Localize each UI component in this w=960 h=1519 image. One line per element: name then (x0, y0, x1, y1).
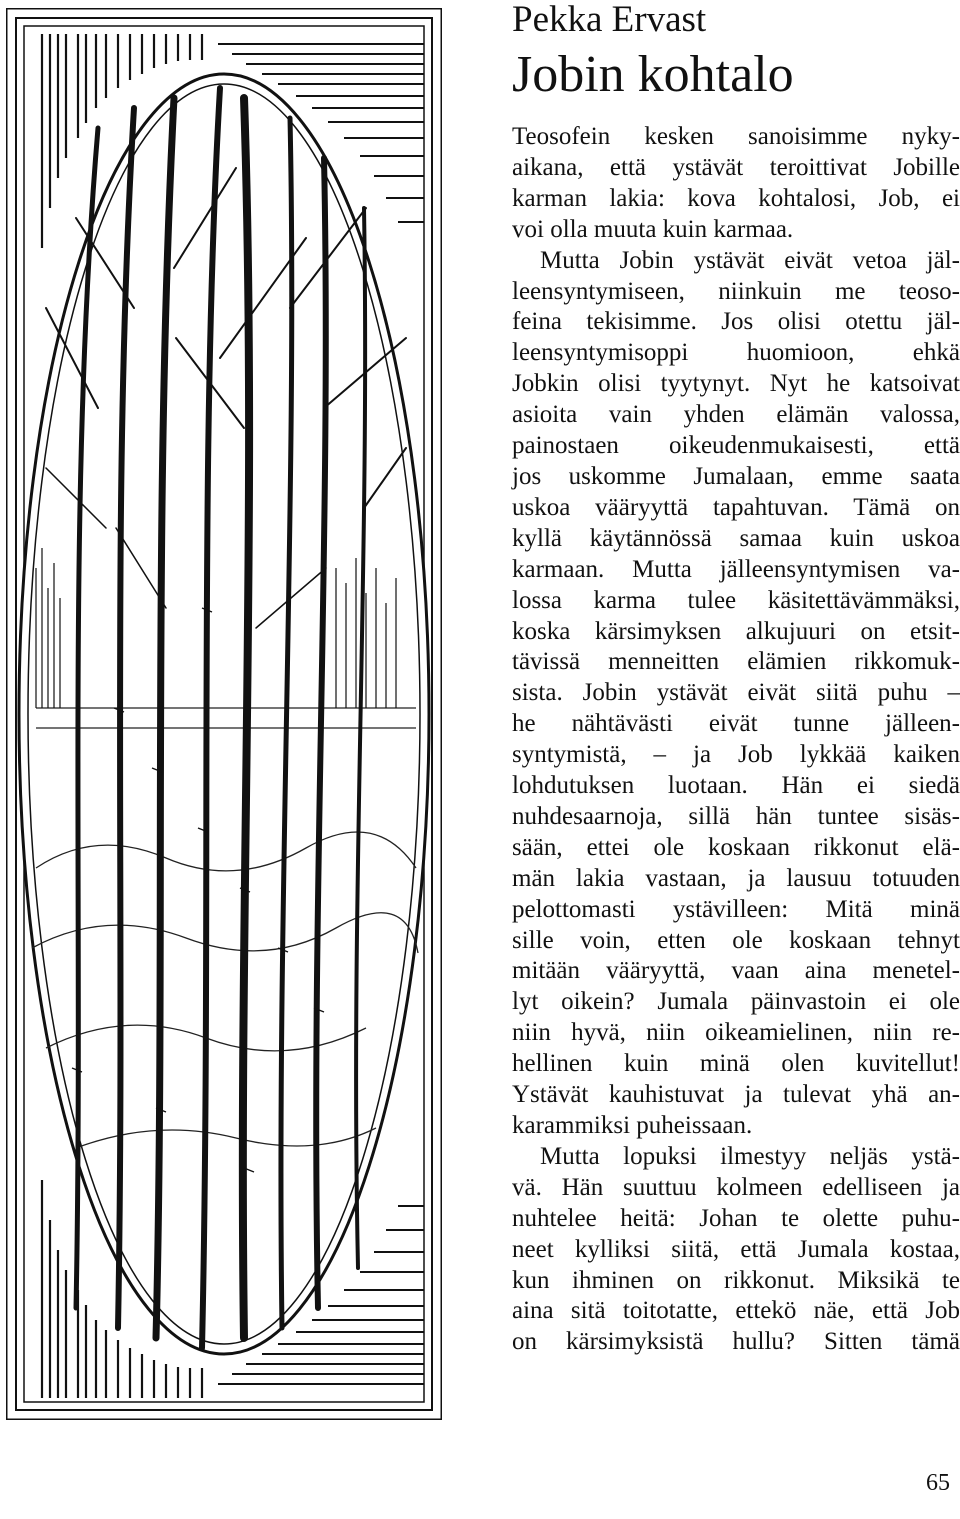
illustration-birch-trees (6, 8, 442, 1420)
body-line: feina tekisimme. Jos olisi otettu jäl- (512, 308, 960, 336)
body-line: neet kylliksi siitä, että Jumala kostaa, (512, 1235, 960, 1263)
body-line: pelottomasti ystävilleen: Mitä minä (512, 895, 960, 923)
body-line: voi olla muuta kuin karmaa. (512, 215, 794, 243)
body-line: karmaan. Mutta jälleensyntymisen va- (512, 555, 960, 583)
body-line: kyllä käytännössä samaa kuin uskoa (512, 524, 960, 552)
body-line: nuhtelee heitä: Johan te olette puhu- (512, 1204, 960, 1232)
body-line: lyt oikein? Jumala päinvastoin ei ole (512, 988, 960, 1016)
body-line: Jobkin olisi tyytynyt. Nyt he katsoivat (512, 370, 960, 398)
body-line: aikana, että ystävät teroittivat Jobille (512, 153, 960, 181)
body-line: uskoa vääryyttä tapahtuvan. Tämä on (512, 493, 960, 521)
body-line: on kärsimyksistä hullu? Sitten tämä (512, 1328, 960, 1356)
birch-forest-drawing (6, 8, 442, 1420)
body-line: Ystävät kauhistuvat ja tulevat yhä an- (512, 1081, 960, 1109)
body-line: Mutta lopuksi ilmestyy neljäs ystä- (540, 1142, 960, 1170)
body-line: mitään vääryyttä, vaan aina menetel- (512, 957, 960, 985)
body-line: Teosofein kesken sanoisimme nyky- (512, 123, 960, 150)
body-line: män lakia vastaan, ja lausuu totuuden (512, 864, 960, 892)
body-line: lohdutuksen luotaan. Hän ei siedä (512, 772, 960, 800)
body-line: hellinen kuin minä olen kuvitellut! (512, 1050, 960, 1078)
body-line: karman lakia: kova kohtalosi, Job, ei (512, 184, 960, 212)
body-line: nuhdesaarnoja, sillä hän tuntee sisäs- (512, 802, 960, 830)
body-line: sään, ettei ole koskaan rikkonut elä- (512, 833, 960, 861)
body-line: asioita vain yhden elämän valossa, (512, 401, 960, 429)
body-line: kun ihminen on rikkonut. Miksikä te (512, 1266, 960, 1294)
page-number: 65 (926, 1470, 950, 1496)
author-name: Pekka Ervast (512, 0, 707, 40)
body-line: leensyntymisoppi huomioon, ehkä (512, 339, 960, 367)
body-line: syntymistä, – ja Job lykkää kaiken (512, 741, 960, 769)
body-line: lossa karma tulee käsitettävämmäksi, (512, 586, 960, 614)
body-line: aina sitä toitotatte, ettekö näe, että Job (512, 1297, 960, 1325)
body-line: koska kärsimyksen alkujuuri on etsit- (512, 617, 960, 645)
body-line: karammiksi puheissaan. (512, 1112, 753, 1139)
body-line: leensyntymiseen, niinkuin me teoso- (512, 277, 960, 305)
body-line: tävissä menneitten elämien rikkomuk- (512, 648, 960, 676)
body-line: jos uskomme Jumalaan, emme saata (512, 462, 960, 490)
body-line: vä. Hän suuttuu kolmeen edelliseen ja (512, 1173, 960, 1201)
body-line: painostaen oikeudenmukaisesti, että (512, 432, 960, 460)
article-title: Jobin kohtalo (512, 46, 794, 103)
body-line: sista. Jobin ystävät eivät siitä puhu – (512, 679, 960, 707)
article-body (512, 122, 960, 1358)
body-line: he nähtävästi eivät tunne jälleen- (512, 710, 960, 738)
body-line: Mutta Jobin ystävät eivät vetoa jäl- (540, 246, 960, 274)
body-line: niin hyvä, niin oikeamielinen, niin re- (512, 1019, 960, 1047)
body-line: sille voin, etten ole koskaan tehnyt (512, 926, 960, 954)
